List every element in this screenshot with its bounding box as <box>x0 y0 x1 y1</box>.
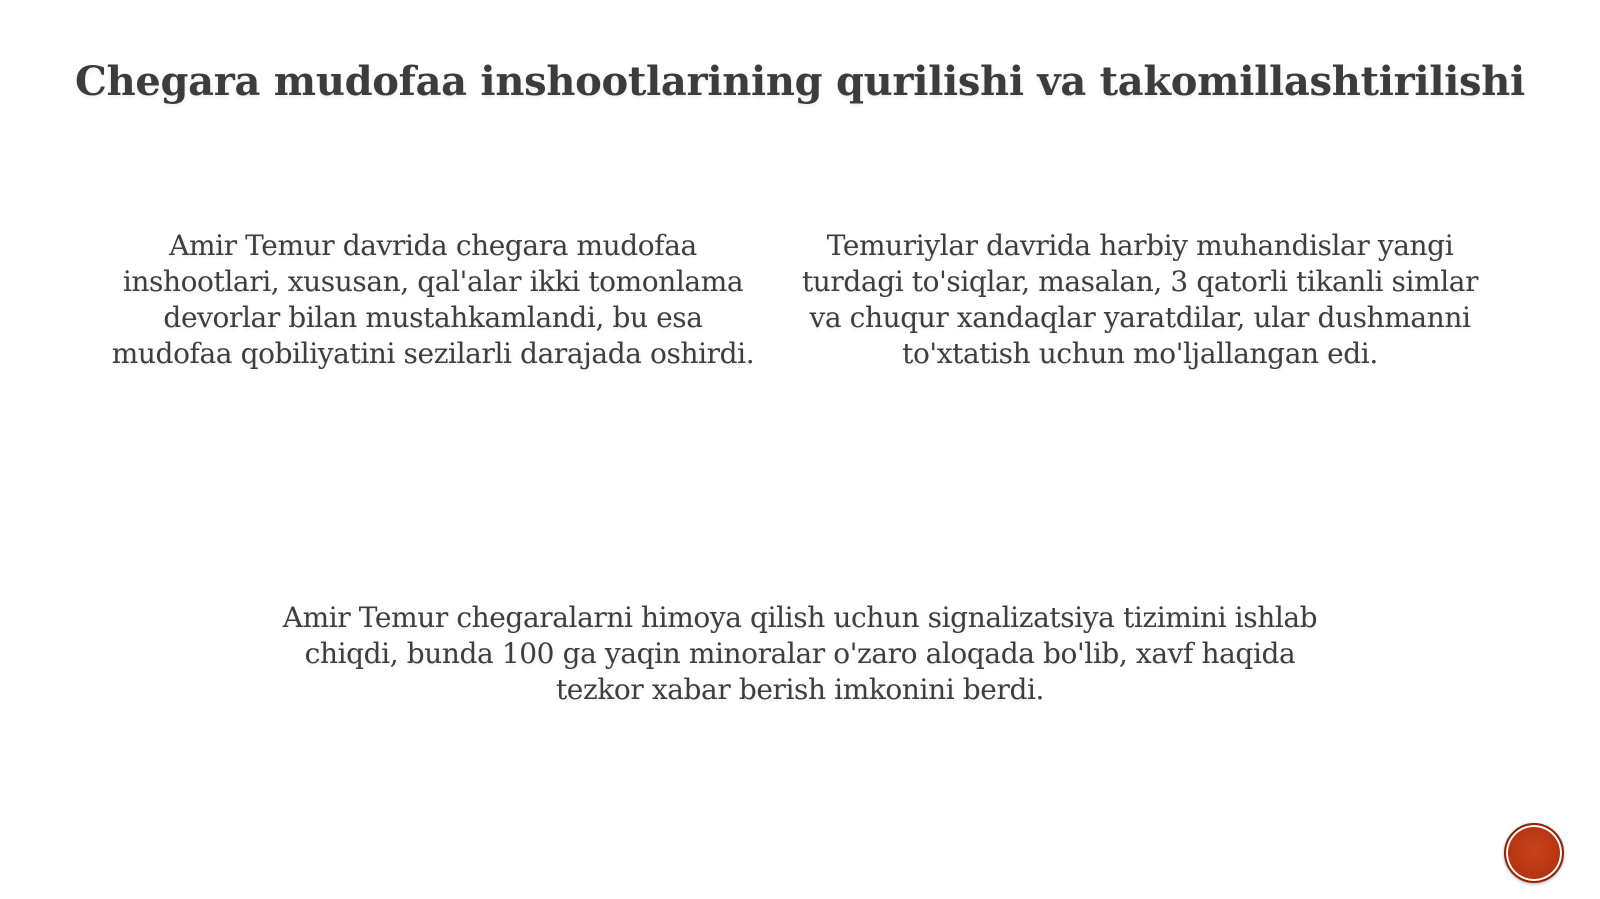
paragraph-right: Temuriylar davrida harbiy muhandislar yangi turdagi to'siqlar, masalan, 3 qatorli tikanli simlar va chuqur xandaqlar yaratdilar, ular dushmanni to'xtatish uchun mo'ljallangan edi. <box>801 229 1479 370</box>
paragraph-left: Amir Temur davrida chegara mudofaa inshootlari, xususan, qal'alar ikki tomonlama devorlar bilan mustahkamlandi, bu esa mudofaa qobiliyatini sezilarli darajada oshirdi. <box>111 229 755 370</box>
paragraph-bottom: Amir Temur chegaralarni himoya qilish uchun signalizatsiya tizimini ishlab chiqdi, bunda 100 ga yaqin minoralar o'zaro aloqada bo'lib, xavf haqida tezkor xabar berish imkonini berdi. <box>282 601 1318 706</box>
slide-title: Chegara mudofaa inshootlarining qurilishi va takomillashtirilishi <box>75 58 1525 105</box>
slide-nav-button[interactable] <box>1504 823 1564 883</box>
